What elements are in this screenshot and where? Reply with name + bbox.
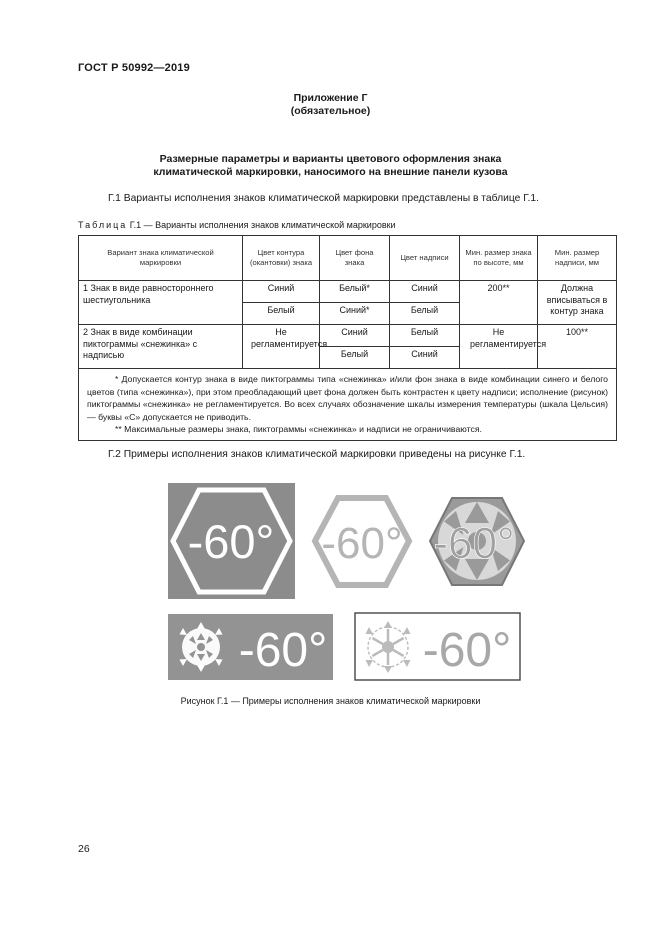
row1-variant: 1 Знак в виде равностороннего шестиугольника [79, 281, 243, 325]
climate-marking-table [78, 235, 617, 441]
section-title-line1: Размерные параметры и варианты цветового оформления знака [159, 153, 502, 165]
figure-sign-examples [0, 470, 661, 690]
sign-example-5 [355, 613, 520, 680]
row2-min-text-size: 100** [538, 325, 617, 369]
row2-a-background: Синий [320, 325, 390, 347]
row2-contour: Не регламентируется [243, 325, 320, 369]
table-note-2: ** Максимальные размеры знака, пиктограммы «снежинка» и надписи не ограничиваются. [115, 424, 482, 434]
appendix-subtitle: (обязательное) [290, 105, 371, 117]
sign-example-2 [315, 498, 409, 585]
appendix-heading [0, 92, 661, 118]
table-caption [78, 220, 396, 230]
header-min-text-size: Мин. размер надписи, мм [538, 236, 617, 281]
table-caption-text: Г.1 — Варианты исполнения знаков климатической маркировки [127, 220, 396, 230]
document-header: ГОСТ Р 50992—2019 [78, 62, 190, 74]
row1-b-background: Синий* [320, 303, 390, 325]
row1-b-contour: Белый [243, 303, 320, 325]
paragraph-g2: Г.2 Примеры исполнения знаков климатической маркировки приведены на рисунке Г.1. [108, 449, 526, 460]
row1-min-text-size: Должна вписываться в контур знака [538, 281, 617, 325]
paragraph-g1: Г.1 Варианты исполнения знаков климатической маркировки представлены в таблице Г.1. [108, 193, 539, 204]
table-row [79, 281, 617, 303]
row1-a-contour: Синий [243, 281, 320, 303]
table-header-row [79, 236, 617, 281]
sign-example-1 [168, 483, 295, 599]
header-background-color: Цвет фона знака [320, 236, 390, 281]
sign-4-text: -60° [238, 624, 328, 677]
row2-variant: 2 Знак в виде комбинации пиктограммы «снежинка» с надписью [79, 325, 243, 369]
table-caption-prefix: Таблица [78, 220, 128, 230]
table-notes-row [79, 369, 617, 441]
figure-caption: Рисунок Г.1 — Примеры исполнения знаков климатической маркировки [180, 696, 481, 706]
sign-2-text: -60° [321, 519, 403, 568]
sign-3-text: -60° [433, 519, 515, 568]
section-title [0, 153, 661, 179]
sign-1-text: -60° [187, 515, 275, 568]
row2-b-text-color: Синий [390, 347, 460, 369]
table-note-1: * Допускается контур знака в виде пиктограммы типа «снежинка» и/или фон знака в виде комбинации синего и белого цветов (типа «снежинка»), при этом преобладающий цвет фона должен быть контрастен к цвету надписи; исполнение (рисунок) пиктограммы «снежинка» не регламентируется. Во всех случаях обозначение шкалы измерения температуры (шкала Цельсия) — буквы «С» допускается не приводить. [87, 374, 608, 422]
row1-min-sign-size: 200** [460, 281, 538, 325]
row2-a-text-color: Белый [390, 325, 460, 347]
section-title-line2: климатической маркировки, наносимого на внешние панели кузова [153, 166, 508, 178]
row1-b-text-color: Белый [390, 303, 460, 325]
sign-5-text: -60° [422, 624, 512, 677]
header-min-sign-size: Мин. размер знака по высоте, мм [460, 236, 538, 281]
table-notes [79, 369, 617, 441]
header-variant: Вариант знака климатической маркировки [79, 236, 243, 281]
row2-b-background: Белый [320, 347, 390, 369]
page-number: 26 [78, 843, 90, 855]
row2-min-sign-size: Не регламентируется [460, 325, 538, 369]
appendix-title: Приложение Г [293, 92, 368, 104]
row1-a-text-color: Синий [390, 281, 460, 303]
row1-a-background: Белый* [320, 281, 390, 303]
table-row [79, 325, 617, 347]
sign-example-4 [168, 614, 333, 680]
sign-example-3 [430, 498, 524, 585]
header-contour-color: Цвет контура (окантовки) знака [243, 236, 320, 281]
header-text-color: Цвет надписи [390, 236, 460, 281]
